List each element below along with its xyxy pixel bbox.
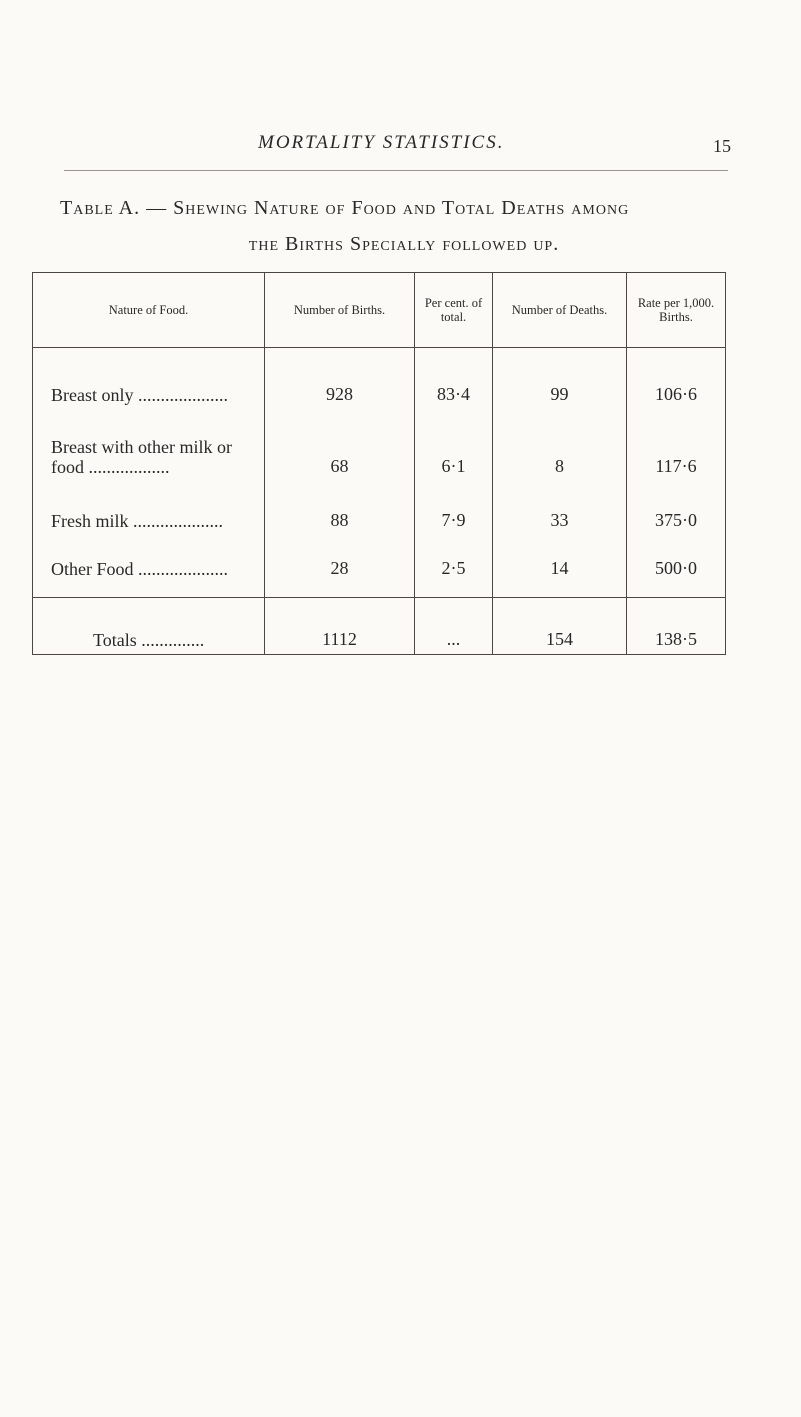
table-row (33, 409, 726, 481)
spacer-cell (33, 583, 265, 598)
food-type-cell: Breast with other milk or food .................. (33, 409, 265, 481)
births-cell: 68 (265, 409, 415, 481)
births-cell: 928 (265, 348, 415, 410)
percent-cell: 7·9 (415, 481, 493, 535)
header-rule (64, 170, 728, 171)
deaths-cell: 8 (493, 409, 627, 481)
statistics-table-container (32, 272, 725, 650)
totals-row (33, 598, 726, 655)
header-number-of-births: Number of Births. (265, 273, 415, 348)
rate-cell: 500·0 (627, 535, 726, 583)
caption-line-2: the Births Specially followed up. (248, 233, 560, 255)
rate-cell: 106·6 (627, 348, 726, 410)
statistics-table (32, 272, 726, 655)
header-rate-per-1000-births: Rate per 1,000. Births. (627, 273, 726, 348)
table-header-row (33, 273, 726, 348)
spacer-cell (493, 583, 627, 598)
table-row (33, 348, 726, 410)
totals-births-cell: 1112 (265, 598, 415, 655)
percent-cell: 2·5 (415, 535, 493, 583)
food-type-cell: Fresh milk .................... (33, 481, 265, 535)
deaths-cell: 33 (493, 481, 627, 535)
deaths-cell: 99 (493, 348, 627, 410)
running-title: MORTALITY STATISTICS. (258, 132, 505, 153)
rate-cell: 117·6 (627, 409, 726, 481)
table-caption (60, 190, 750, 262)
deaths-cell: 14 (493, 535, 627, 583)
spacer-cell (415, 583, 493, 598)
spacer-cell (627, 583, 726, 598)
rate-cell: 375·0 (627, 481, 726, 535)
spacer-cell (265, 583, 415, 598)
table-row (33, 535, 726, 583)
percent-cell: 6·1 (415, 409, 493, 481)
food-type-cell: Breast only .................... (33, 348, 265, 410)
totals-deaths-cell: 154 (493, 598, 627, 655)
running-head (0, 106, 801, 156)
header-number-of-deaths: Number of Deaths. (493, 273, 627, 348)
caption-line-1: Table A. — Shewing Nature of Food and Total Deaths among (60, 197, 630, 219)
percent-cell: 83·4 (415, 348, 493, 410)
header-per-cent-of-total: Per cent. of total. (415, 273, 493, 348)
totals-label-cell: Totals .............. (33, 598, 265, 655)
births-cell: 28 (265, 535, 415, 583)
spacer-row (33, 583, 726, 598)
totals-percent-cell: ... (415, 598, 493, 655)
page-number: 15 (713, 136, 731, 156)
totals-rate-cell: 138·5 (627, 598, 726, 655)
header-nature-of-food: Nature of Food. (33, 273, 265, 348)
table-row (33, 481, 726, 535)
births-cell: 88 (265, 481, 415, 535)
food-type-cell: Other Food .................... (33, 535, 265, 583)
